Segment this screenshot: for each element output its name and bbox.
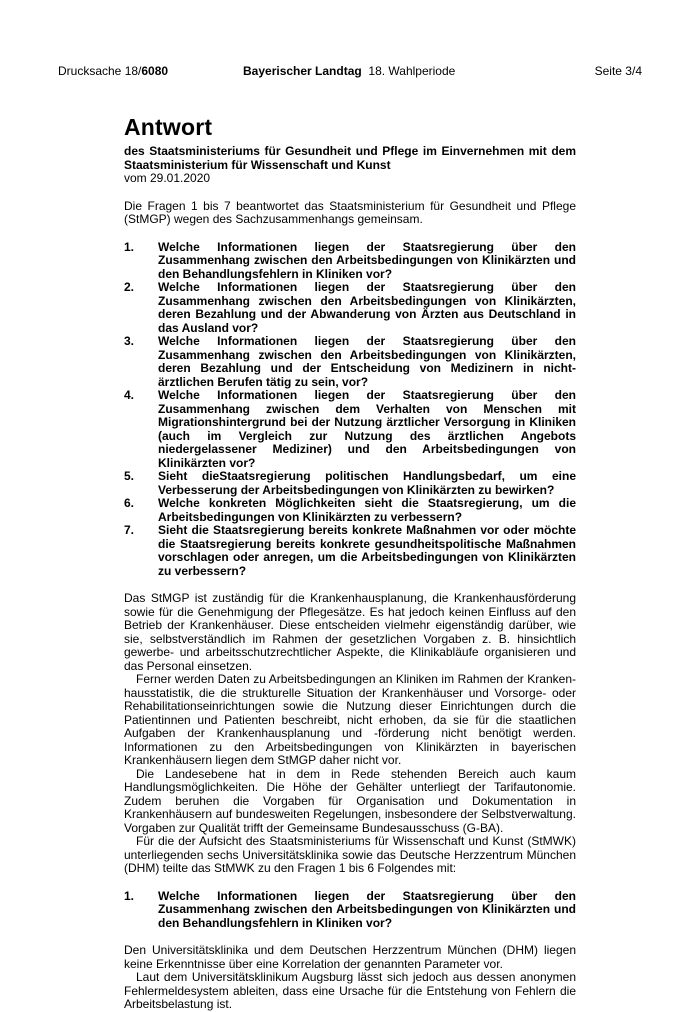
question-text: Welche Informationen liegen der Staatsregierung über den Zusammenhang zwischen den Arbeitsbedingungen von Klinikärzten, deren Bezahlung und der Entscheidung von Medizinern in nicht-ärztlichen Berufen tätig zu sein, vor? [158,334,576,389]
question-number: 6. [124,496,135,510]
document-body [124,114,576,1012]
intro-paragraph: Die Fragen 1 bis 7 beantwortet das Staatsministerium für Gesundheit und Pflege (StMGP) wegen des Sachzusammenhangs gemeinsam. [124,198,576,226]
doc-prefix: Drucksache 18/ [58,64,142,78]
page-number: Seite 3/4 [594,64,642,78]
answer-date: vom 29.01.2020 [124,171,211,185]
question-number: 1. [124,888,135,903]
document-number [58,64,168,78]
answer-paragraph: Laut dem Universitätsklinikum Augsburg lässt sich jedoch aus dessen anonymen Fehlermeldesystem ableiten, dass eine Ursache für die Entstehung von Fehlern die Arbeitsbelastung ist. [124,970,576,1011]
answer-paragraph: Das StMGP ist zuständig für die Krankenhausplanung, die Krankenhausförderung sowie für die Genehmigung der Pflegesätze. Es hat jedoch keinen Einfluss auf den Betrieb der Krankenhäuser. Diese entscheiden vielmehr eigenständig darüber, wie sie, selbstverständlich im Rahmen der gesetzlichen Vorgaben z. B. hinsichtlich gewerbe- und arbeitsschutzrechtlicher Aspekte, die Klinikabläufe organisieren und das Personal einsetzen. [124,591,576,673]
subtitle: des Staatsministeriums für Gesundheit und Pflege im Einvernehmen mit dem Staatsministerium für Wissenschaft und Kunst [124,144,576,172]
answer-paragraph: Ferner werden Daten zu Arbeitsbedingungen an Kliniken im Rahmen der Krankenhausstatistik, die die strukturelle Situation der Krankenhäuser und Vorsorge- oder Rehabilitationseinrichtungen sowie die Nutzung dieser Einrichtungen durch die Patientinnen und Patienten beschreibt, nicht erhoben, da sie für die staatlichen Aufgaben der Krankenhausplanung und -förderung nicht benötigt werden. Informationen zu den Arbeitsbedingungen von Klinikärzten in bayerischen Krankenhäusern liegen dem StMGP daher nicht vor. [124,672,576,767]
question-text: Sieht dieStaatsregierung politischen Handlungsbedarf, um eine Verbesserung der Arbeitsbedingungen von Klinikärzten zu bewirken? [158,469,576,497]
question-number: 1. [124,239,135,254]
question-text: Sieht die Staatsregierung bereits konkrete Maßnahmen vor oder möchte die Staatsregierung bereits konkrete gesundheitspolitische Maßnahmen vorschlagen oder anregen, um die Arbeitsbedingungen von Klinikärzten zu verbessern? [158,523,576,578]
question-item [124,241,576,282]
doc-number: 6080 [141,64,169,78]
question-number: 5. [124,469,135,483]
page-title: Antwort [124,114,213,140]
answer-paragraph: Die Landesebene hat in dem in Rede stehenden Bereich auch kaum Handlungsmöglichkeiten. Die Höhe der Gehälter unterliegt der Tarifautonomie. Zudem beruhen die Vorgaben für Organisation und Dokumentation in Krankenhäusern auf bundesweiten Regelungen, insbesondere der Selbstverwaltung. Vorgaben zur Qualität trifft der Gemeinsame Bundesausschuss (G-BA). [124,766,576,835]
legislative-period: 18. Wahlperiode [368,64,456,78]
question-list [124,241,576,579]
question-text: Welche Informationen liegen der Staatsregierung über den Zusammenhang zwischen den Arbeitsbedingungen von Klinikärzten und den Behandlungsfehlern in Kliniken vor? [158,239,576,281]
question-item-repeat [124,890,576,931]
question-number: 2. [124,280,135,294]
final-answer-section [124,944,576,1012]
question-number: 3. [124,334,135,348]
header-center [243,64,455,78]
question-text: Welche Informationen liegen der Staatsregierung über den Zusammenhang zwischen den Arbeitsbedingungen von Klinikärzten und den Behandlungsfehlern in Kliniken vor? [158,888,576,930]
question-number: 4. [124,388,135,402]
question-number: 7. [124,523,135,537]
question-item [124,470,576,497]
answer-paragraph: Für die der Aufsicht des Staatsministeriums für Wissenschaft und Kunst (StMWK) unterliegenden sechs Universitätsklinika sowie das Deutsche Herzzentrum München (DHM) teilte das StMWK zu den Fragen 1 bis 6 Folgendes mit: [124,834,576,875]
institution-name: Bayerischer Landtag [243,64,362,78]
question-text: Welche konkreten Möglichkeiten sieht die Staatsregierung, um die Arbeitsbedingungen von Klinikärzten zu verbessern? [158,496,576,524]
answer-paragraph: Den Universitätsklinika und dem Deutschen Herzzentrum München (DHM) liegen keine Erkenntnisse über eine Korrelation der genannten Parameter vor. [124,943,576,971]
answer-section [124,592,576,876]
question-text: Welche Informationen liegen der Staatsregierung über den Zusammenhang zwischen den Arbeitsbedingungen von Klinikärzten, deren Bezahlung und der Abwanderung von Ärzten aus Deutschland in das Ausland vor? [158,280,576,335]
question-item [124,389,576,470]
question-item [124,281,576,335]
question-item [124,335,576,389]
question-text: Welche Informationen liegen der Staatsregierung über den Zusammenhang zwischen dem Verhalten von Menschen mit Migrationshintergrund bei der Nutzung ärztlicher Versorgung in Kliniken (auch im Vergleich zur Nutzung des ärztlichen Angebots niedergelassener Mediziner) und den Arbeitsbedingungen von Klinikärzten vor? [158,388,576,470]
question-item [124,524,576,578]
question-item [124,497,576,524]
